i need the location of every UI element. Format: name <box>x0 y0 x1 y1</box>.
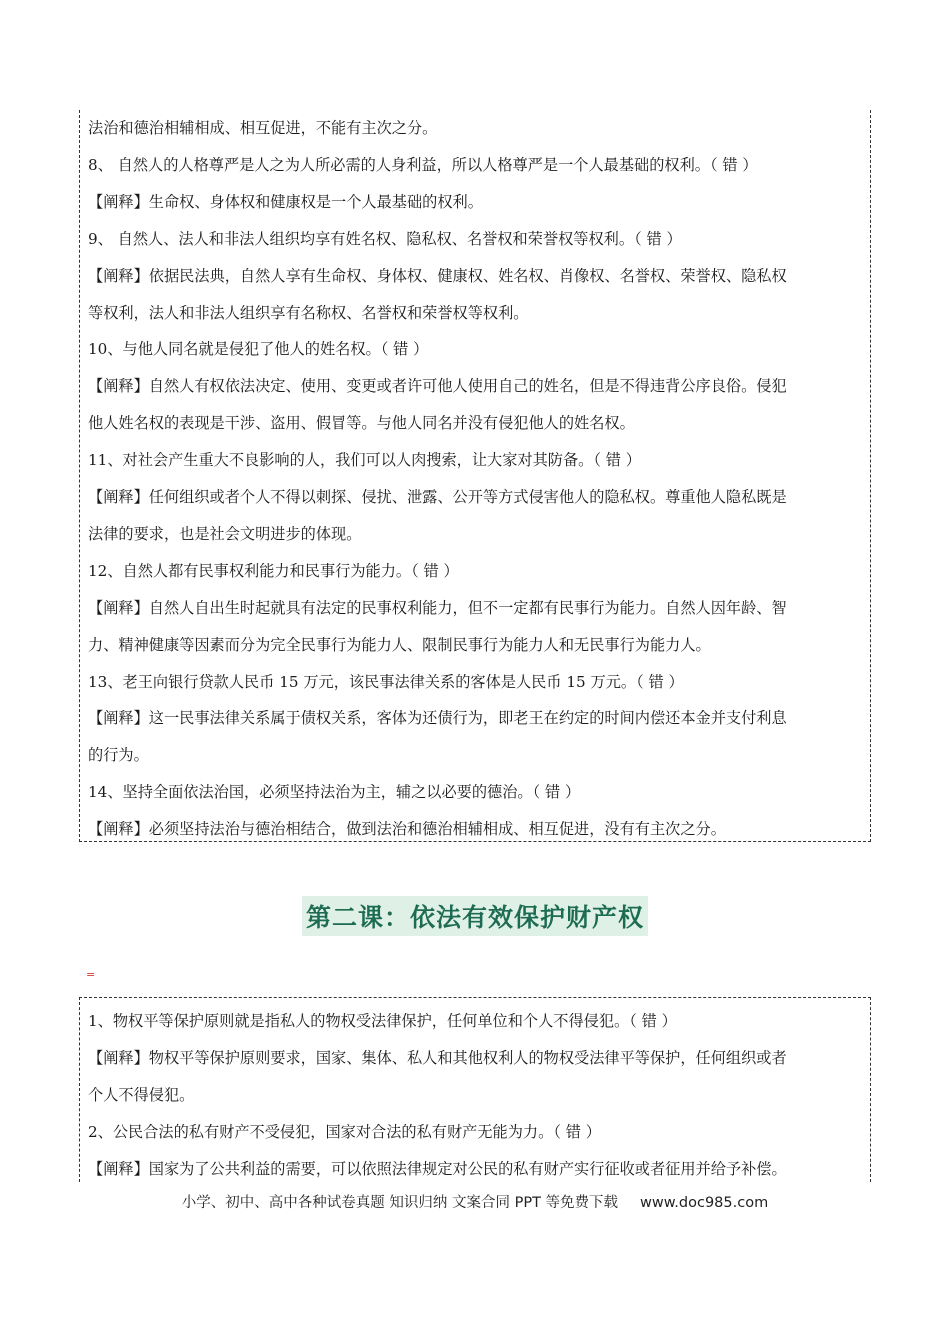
text-line: 1、物权平等保护原则就是指私人的物权受法律保护，任何单位和个人不得侵犯。（ 错 ） <box>88 1012 677 1030</box>
explanation-line: 【阐释】自然人自出生时起就具有法定的民事权利能力，但不一定都有民事行为能力。自然人因年龄、智 <box>88 598 787 617</box>
footer <box>0 1191 950 1212</box>
text-line: 的行为。 <box>88 746 149 765</box>
text-line: 个人不得侵犯。 <box>88 1086 195 1104</box>
text-line: 力、精神健康等因素而分为完全民事行为能力人、限制民事行为能力人和无民事行为能力人。 <box>88 635 711 654</box>
text-line: 法治和德治相辅相成、相互促进，不能有主次之分。 <box>88 119 438 137</box>
text-line: 10、与他人同名就是侵犯了他人的姓名权。（ 错 ） <box>88 340 429 359</box>
lesson-title-text: 第二课：依法有效保护财产权 <box>302 896 648 936</box>
text-line: 等权利，法人和非法人组织享有名称权、名誉权和荣誉权等权利。 <box>88 303 529 322</box>
explanation-line: 【阐释】自然人有权依法决定、使用、变更或者许可他人使用自己的姓名，但是不得违背公序良俗。侵犯 <box>88 377 787 396</box>
explanation-line: 【阐释】这一民事法律关系属于债权关系，客体为还债行为，即老王在约定的时间内偿还本金并支付利息 <box>88 709 787 728</box>
text-line: 13、老王向银行贷款人民币 15 万元，该民事法律关系的客体是人民币 15 万元。（ 错 ） <box>88 672 684 691</box>
explanation-line: 【阐释】任何组织或者个人不得以刺探、侵扰、泄露、公开等方式侵害他人的隐私权。尊重他人隐私既是 <box>88 488 787 506</box>
explanation-line: 【阐释】生命权、身体权和健康权是一个人最基础的权利。 <box>88 192 483 211</box>
footer-text: 小学、初中、高中各种试卷真题 知识归纳 文案合同 PPT 等免费下载 <box>181 1195 619 1211</box>
text-line: 14、坚持全面依法治国，必须坚持法治为主，辅之以必要的德治。（ 错 ） <box>88 783 581 802</box>
content-box-lesson-one <box>79 110 871 842</box>
content-box-lesson-two <box>79 997 871 1182</box>
explanation-line: 【阐释】国家为了公共利益的需要，可以依照法律规定对公民的私有财产实行征收或者征用并给予补偿。 <box>88 1160 787 1178</box>
explanation-line: 【阐释】依据民法典，自然人享有生命权、身体权、健康权、姓名权、肖像权、名誉权、荣誉权、隐私权 <box>88 266 787 285</box>
text-line: 12、自然人都有民事权利能力和民事行为能力。（ 错 ） <box>88 561 459 580</box>
text-line: 9、 自然人、法人和非法人组织均享有姓名权、隐私权、名誉权和荣誉权等权利。（ 错 ） <box>88 229 682 248</box>
text-line: 2、公民合法的私有财产不受侵犯，国家对合法的私有财产无能为力。（ 错 ） <box>88 1123 601 1141</box>
explanation-line: 【阐释】物权平等保护原则要求，国家、集体、私人和其他权利人的物权受法律平等保护，任何组织或者 <box>88 1049 787 1067</box>
lesson-title <box>0 896 950 936</box>
footer-site: www.doc985.com <box>640 1195 769 1211</box>
text-line: 法律的要求，也是社会文明进步的体现。 <box>88 524 362 543</box>
red-marker: = <box>86 968 96 981</box>
text-line: 他人姓名权的表现是干涉、盗用、假冒等。与他人同名并没有侵犯他人的姓名权。 <box>88 414 635 433</box>
explanation-line: 【阐释】必须坚持法治与德治相结合，做到法治和德治相辅相成、相互促进，没有有主次之分。 <box>88 820 726 839</box>
text-line: 11、对社会产生重大不良影响的人，我们可以人肉搜索，让大家对其防备。（ 错 ） <box>88 451 641 470</box>
text-line: 8、 自然人的人格尊严是人之为人所必需的人身利益，所以人格尊严是一个人最基础的权利。（ 错 ） <box>88 155 758 174</box>
